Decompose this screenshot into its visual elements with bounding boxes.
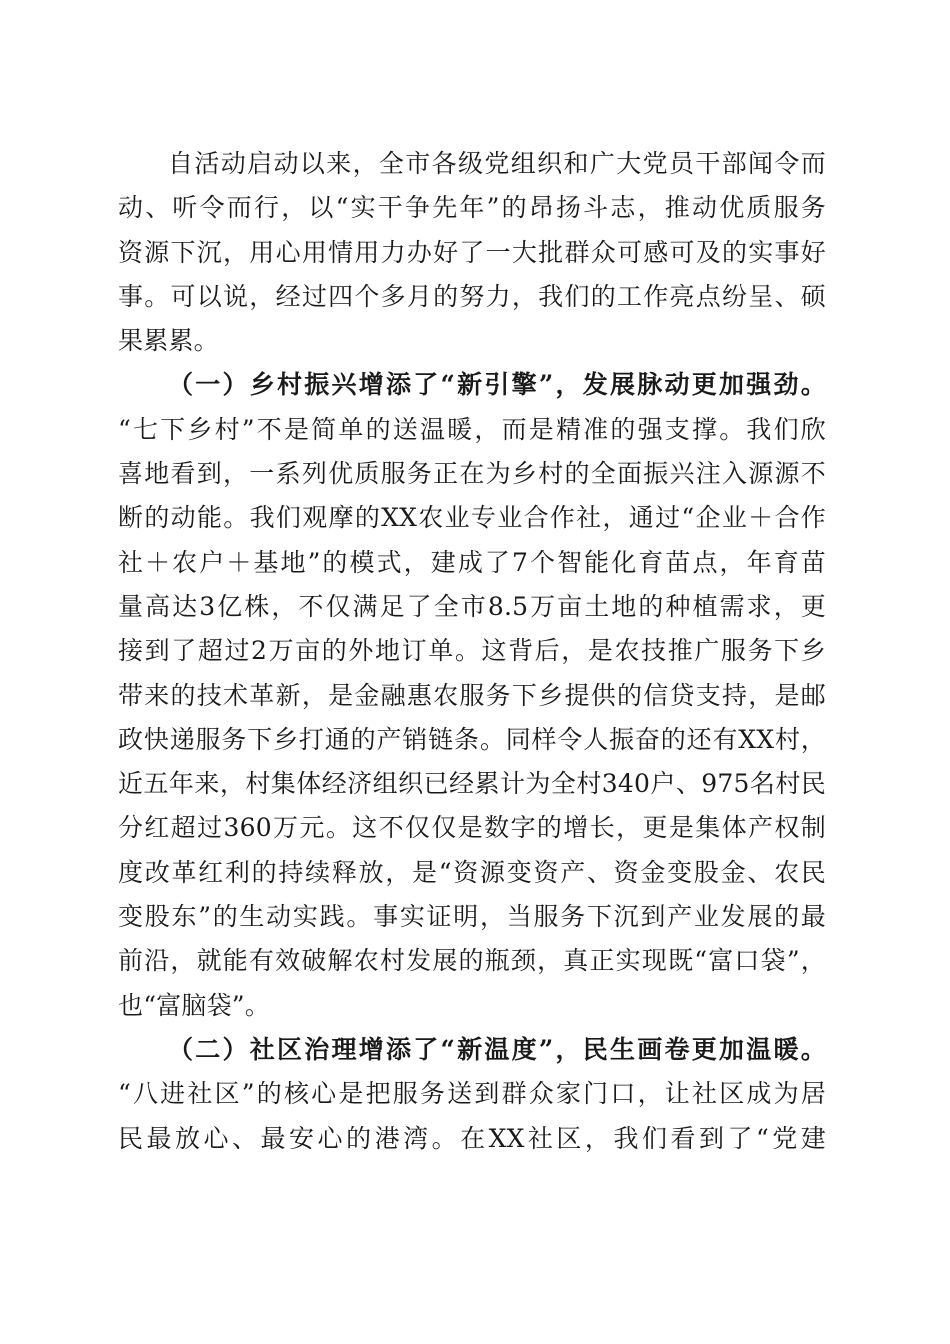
text-line: 度改革红利的持续释放，是“资源变资产、资金变股金、农民 — [118, 857, 826, 887]
text-line: 政快递服务下乡打通的产销链条。同样令人振奋的还有XX村， — [118, 724, 826, 754]
text-line: 变股东”的生动实践。事实证明，当服务下沉到产业发展的最 — [118, 902, 826, 932]
text-line: 喜地看到，一系列优质服务正在为乡村的全面振兴注入源源不 — [118, 459, 826, 489]
text-line: 前沿，就能有效破解农村发展的瓶颈，真正实现既“富口袋”， — [118, 946, 826, 976]
text-line: 果累累。 — [118, 326, 219, 356]
paragraph-section-2 — [118, 1028, 826, 1161]
text-line: 动、听令而行，以“实干争先年”的昂扬斗志，推动优质服务 — [118, 193, 826, 223]
document-body — [118, 142, 826, 1161]
text-line: 自活动启动以来，全市各级党组织和广大党员干部闻令而 — [168, 149, 826, 178]
text-line: 接到了超过2万亩的外地订单。这背后，是农技推广服务下乡 — [118, 636, 826, 666]
text-line: 也“富脑袋”。 — [118, 990, 270, 1020]
text-line: 断的动能。我们观摩的XX农业专业合作社，通过“企业＋合作 — [118, 503, 826, 533]
text-line: 民最放心、最安心的港湾。在XX社区，我们看到了“党建 — [118, 1123, 826, 1153]
paragraph-section-1 — [118, 363, 826, 1027]
text-line: “七下乡村”不是简单的送温暖，而是精准的强支撑。我们欣 — [118, 414, 826, 444]
text-line: 资源下沉，用心用情用力办好了一大批群众可感可及的实事好 — [118, 237, 826, 267]
section-heading: （二）社区治理增添了“新温度”，民生画卷更加温暖。 — [168, 1034, 826, 1064]
paragraph-intro — [118, 142, 826, 363]
section-heading: （一）乡村振兴增添了“新引擎”，发展脉动更加强劲。 — [168, 370, 826, 400]
text-line: 社＋农户＋基地”的模式，建成了7个智能化育苗点，年育苗 — [118, 547, 826, 577]
text-line: 近五年来，村集体经济组织已经累计为全村340户、975名村民 — [118, 769, 826, 799]
text-line: 分红超过360万元。这不仅仅是数字的增长，更是集体产权制 — [118, 813, 826, 843]
text-line: 事。可以说，经过四个多月的努力，我们的工作亮点纷呈、硕 — [118, 281, 826, 311]
text-line: 量高达3亿株，不仅满足了全市8.5万亩土地的种植需求，更 — [118, 591, 826, 621]
text-line: 带来的技术革新，是金融惠农服务下乡提供的信贷支持，是邮 — [118, 680, 826, 710]
text-line: “八进社区”的核心是把服务送到群众家门口，让社区成为居 — [118, 1079, 826, 1109]
